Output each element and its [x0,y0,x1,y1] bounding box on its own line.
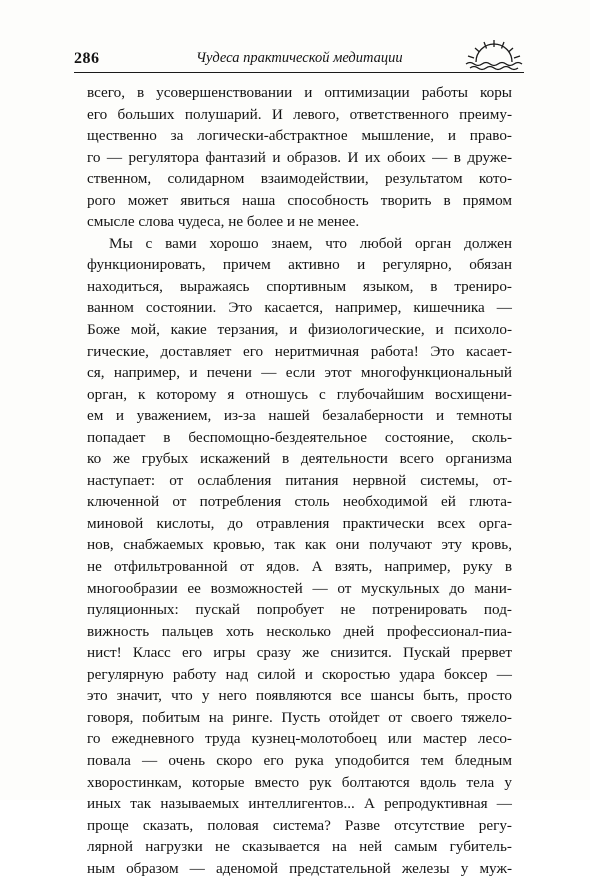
text-line: Боже мой, какие терзания, и физиологические, и психоло- [87,321,512,339]
text-line: смысле слова чудеса, не более и не менее. [87,213,360,231]
text-line: хворостинкам, которые вместо рук болтаются вдоль тела у [87,773,512,791]
text-line: ко же грубых искажений в деятельности всего организма [87,450,512,468]
text-line: го ежедневного труда кузнец-молотобоец или мастер лесо- [87,730,512,748]
text-line: ванном состоянии. Это касается, например, кишечника — [87,299,512,317]
text-line: многообразии ее возможностей — от мускульных до мани- [87,579,512,597]
text-line: регулярную работу над силой и скоростью удара боксер — [87,665,512,683]
text-line: нов, снабжаемых кровью, так как они получают эту кровь, [87,536,512,554]
page-number: 286 [74,50,100,67]
text-line: ключенной от потребления столь необходимой ей глюта- [87,493,512,511]
text-line: щественно за логически-абстрактное мышление, и право- [87,127,512,145]
header-rule [74,72,524,73]
text-line: наступает: от ослабления питания нервной системы, от- [87,471,512,489]
text-line: его больших полушарий. И левого, ответственного преиму- [87,105,512,123]
text-line: ным образом — аденомой предстательной железы у муж- [87,859,512,877]
paragraph [87,233,512,879]
text-line: нист! Класс его игры сразу же снизится. Пускай прервет [87,644,512,662]
text-line: ственном, солидарном взаимодействии, результатом кото- [87,170,512,188]
text-line: миновой кислоты, до отравления практически всех орга- [87,514,512,532]
text-line: орган, к которому я отношусь с глубочайшим восхищени- [87,385,512,403]
text-line: ем и уважением, из-за нашей безалаберности и темноты [87,407,512,425]
text-line: рого может явиться наша способность творить в прямом [87,191,512,209]
text-line: иных так называемых интеллигентов... А репродуктивная — [87,795,512,813]
paragraph [87,82,512,233]
page-header [74,38,524,70]
text-line: вижность пальцев хоть несколько дней профессионал-пиа- [87,622,512,640]
body-text [87,82,512,879]
text-line: повала — очень скоро его рука уподобится тем бледным [87,751,512,769]
text-line: Мы с вами хорошо знаем, что любой орган должен [109,234,512,252]
text-line: не отфильтрованной от ядов. А взять, например, руку в [87,558,512,576]
text-line: это значит, что у него появляются все шансы быть, просто [87,687,512,705]
text-line: функционировать, причем активно и регулярно, обязан [87,256,512,274]
running-title: Чудеса практической медитации [196,50,403,66]
text-line: ся, например, и печени — если этот многофункциональный [87,364,512,382]
text-line: всего, в усовершенствовании и оптимизации работы коры [87,84,512,101]
text-line: говоря, побитым на ринге. Пусть отойдет от своего тяжело- [87,708,512,726]
sun-over-water-icon [462,38,526,72]
text-line: гические, доставляет его неритмичная работа! Это касает- [87,342,512,360]
text-line: лярной нагрузки не сказывается на ней самым губитель- [87,838,512,856]
text-line: попадает в беспомощно-бездеятельное состояние, сколь- [87,428,512,446]
text-line: проще сказать, половая система? Разве отсутствие регу- [87,816,512,834]
text-line: го — регулятора фантазий и образов. И их обоих — в друже- [87,148,512,166]
text-line: пуляционных: пускай попробует не потренировать под- [87,601,512,619]
text-line: находиться, выражаясь спортивным языком, в трениро- [87,277,512,295]
